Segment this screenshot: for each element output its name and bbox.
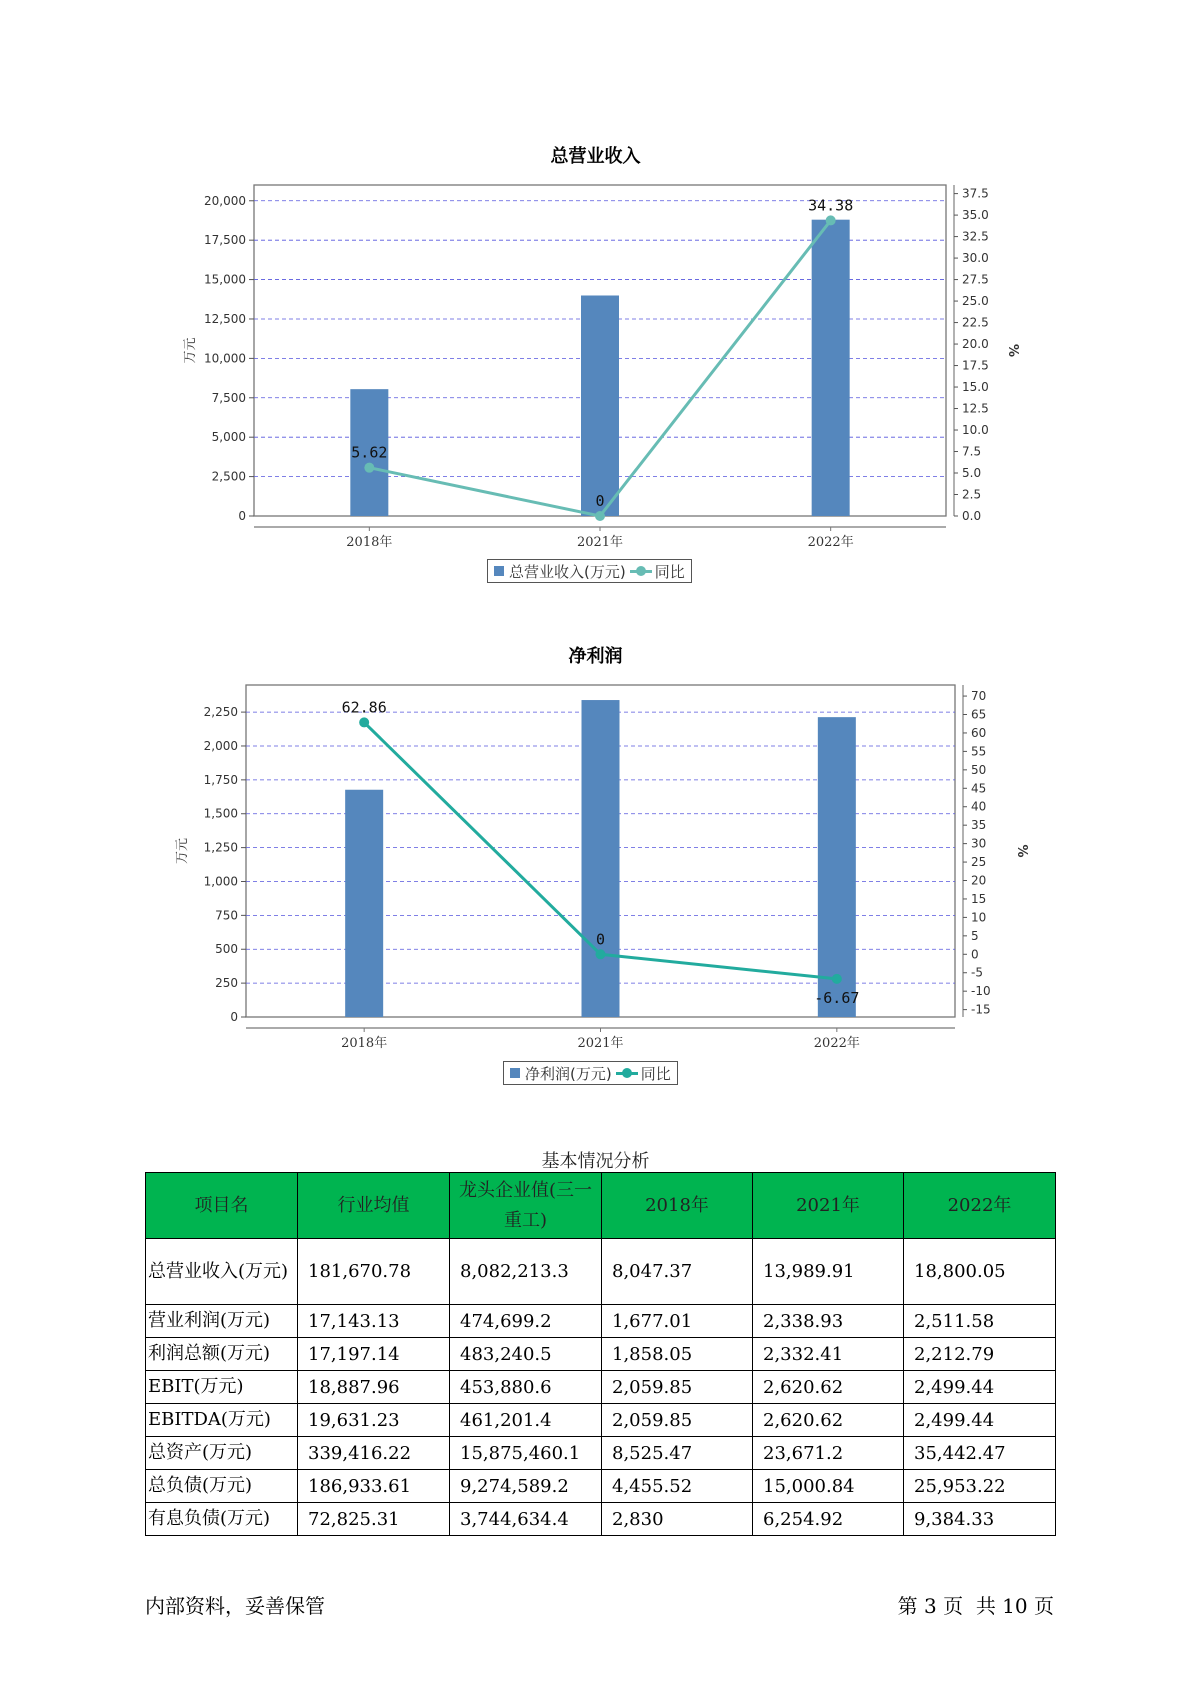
value-cell: 35,442.47 <box>904 1437 1056 1470</box>
row-label-cell: EBITDA(万元) <box>146 1404 298 1437</box>
table-row <box>146 1305 1056 1338</box>
y-tick-label: 2,000 <box>203 738 238 753</box>
value-cell: 2,499.44 <box>904 1371 1056 1404</box>
data-label: 0 <box>595 930 606 949</box>
y-right-tick-label: 12.5 <box>962 401 989 416</box>
table-header-row <box>146 1173 1056 1239</box>
y-right-tick-label: 15 <box>971 891 987 906</box>
data-label: 62.86 <box>341 698 387 717</box>
chart-legend <box>503 1061 678 1085</box>
value-cell: 8,082,213.3 <box>450 1239 602 1305</box>
value-cell: 2,059.85 <box>602 1371 753 1404</box>
y-right-tick-label: 35.0 <box>962 208 989 223</box>
value-cell: 4,455.52 <box>602 1470 753 1503</box>
line-point <box>359 717 369 727</box>
line-legend-label: 同比 <box>654 562 685 581</box>
y-right-tick-label: 32.5 <box>962 229 989 244</box>
y-tick-label: 12,500 <box>204 311 246 326</box>
table-caption: 基本情况分析 <box>541 1151 650 1172</box>
value-cell: 483,240.5 <box>450 1338 602 1371</box>
bar-legend-label: 净利润(万元) <box>525 1064 612 1083</box>
column-header: 2018年 <box>602 1173 753 1239</box>
x-tick-label: 2018年 <box>346 535 393 550</box>
chart-title: 总营业收入 <box>550 146 641 167</box>
table-row <box>146 1338 1056 1371</box>
y-right-tick-label: 25 <box>971 855 987 870</box>
bar <box>818 717 856 1017</box>
line-point <box>596 949 606 959</box>
value-cell: 2,830 <box>602 1503 753 1536</box>
value-cell: 2,212.79 <box>904 1338 1056 1371</box>
y-axis-label: 万元 <box>183 337 198 364</box>
y-tick-label: 250 <box>215 976 238 991</box>
bar <box>345 790 383 1017</box>
value-cell: 18,800.05 <box>904 1239 1056 1305</box>
value-cell: 8,047.37 <box>602 1239 753 1305</box>
y-right-tick-label: 20 <box>971 873 987 888</box>
data-label: 34.38 <box>808 196 854 215</box>
value-cell: 13,989.91 <box>753 1239 904 1305</box>
value-cell: 18,887.96 <box>298 1371 450 1404</box>
value-cell: 461,201.4 <box>450 1404 602 1437</box>
column-header: 2022年 <box>904 1173 1056 1239</box>
y-right-tick-label: -15 <box>971 1002 991 1017</box>
table-row <box>146 1404 1056 1437</box>
value-cell: 72,825.31 <box>298 1503 450 1536</box>
y-right-tick-label: 0 <box>971 947 979 962</box>
x-tick-label: 2018年 <box>341 1036 388 1051</box>
y-tick-label: 1,750 <box>203 772 238 787</box>
line-legend-label: 同比 <box>640 1064 671 1083</box>
y-right-tick-label: 17.5 <box>962 358 989 373</box>
y-right-tick-label: 50 <box>971 762 987 777</box>
y-right-tick-label: 15.0 <box>962 380 989 395</box>
y-right-tick-label: 30.0 <box>962 251 989 266</box>
y-right-tick-label: 55 <box>971 744 987 759</box>
y-tick-label: 0 <box>238 509 246 523</box>
value-cell: 15,000.84 <box>753 1470 904 1503</box>
y-right-tick-label: 0.0 <box>962 509 982 523</box>
row-label-cell: 总营业收入(万元) <box>146 1239 298 1305</box>
y-right-tick-label: 22.5 <box>962 315 989 330</box>
row-label-cell: 总负债(万元) <box>146 1470 298 1503</box>
value-cell: 17,143.13 <box>298 1305 450 1338</box>
y-axis-label: 万元 <box>175 837 190 865</box>
bar-legend-label: 总营业收入(万元) <box>509 562 626 581</box>
x-tick-label: 2021年 <box>576 535 624 550</box>
value-cell: 2,499.44 <box>904 1404 1056 1437</box>
value-cell: 339,416.22 <box>298 1437 450 1470</box>
y-right-tick-label: -10 <box>971 984 991 999</box>
y-right-tick-label: 25.0 <box>962 294 989 309</box>
value-cell: 8,525.47 <box>602 1437 753 1470</box>
table-row <box>146 1371 1056 1404</box>
y-tick-label: 1,000 <box>203 874 238 889</box>
data-label: 0 <box>595 492 605 510</box>
y-right-tick-label: 65 <box>971 707 987 722</box>
value-cell: 2,059.85 <box>602 1404 753 1437</box>
y-tick-label: 1,250 <box>203 840 238 855</box>
table-row <box>146 1437 1056 1470</box>
y-tick-label: 15,000 <box>204 272 246 287</box>
value-cell: 186,933.61 <box>298 1470 450 1503</box>
y-tick-label: 1,500 <box>203 806 238 821</box>
y-tick-label: 5,000 <box>211 430 246 445</box>
value-cell: 1,858.05 <box>602 1338 753 1371</box>
x-tick-label: 2021年 <box>577 1036 624 1051</box>
y-tick-label: 20,000 <box>204 193 246 208</box>
y-right-axis-label: % <box>1005 343 1020 358</box>
value-cell: 3,744,634.4 <box>450 1503 602 1536</box>
y-right-tick-label: 10.0 <box>962 423 989 438</box>
y-right-tick-label: 35 <box>971 818 987 833</box>
basic-analysis-table <box>145 1172 1056 1536</box>
y-tick-label: 500 <box>215 942 238 957</box>
y-tick-label: 2,250 <box>203 705 238 720</box>
y-tick-label: 0 <box>230 1010 238 1024</box>
y-right-tick-label: 30 <box>971 836 987 851</box>
y-right-tick-label: 45 <box>971 781 987 796</box>
y-right-tick-label: 20.0 <box>962 337 989 352</box>
value-cell: 15,875,460.1 <box>450 1437 602 1470</box>
y-right-tick-label: 27.5 <box>962 272 989 287</box>
y-right-tick-label: 60 <box>971 725 987 740</box>
y-tick-label: 10,000 <box>204 351 246 366</box>
row-label-cell: EBIT(万元) <box>146 1371 298 1404</box>
data-label: 5.62 <box>351 443 388 462</box>
value-cell: 453,880.6 <box>450 1371 602 1404</box>
value-cell: 17,197.14 <box>298 1338 450 1371</box>
value-cell: 2,511.58 <box>904 1305 1056 1338</box>
row-label-cell: 营业利润(万元) <box>146 1305 298 1338</box>
value-cell: 25,953.22 <box>904 1470 1056 1503</box>
line-point <box>832 974 842 984</box>
y-tick-label: 7,500 <box>211 390 246 405</box>
y-right-tick-label: 5 <box>971 928 979 943</box>
value-cell: 181,670.78 <box>298 1239 450 1305</box>
value-cell: 19,631.23 <box>298 1404 450 1437</box>
line-legend-swatch <box>616 1068 638 1078</box>
y-right-tick-label: -5 <box>971 965 983 980</box>
value-cell: 9,384.33 <box>904 1503 1056 1536</box>
y-tick-label: 17,500 <box>204 233 246 248</box>
y-right-tick-label: 10 <box>971 910 987 925</box>
row-label-cell: 有息负债(万元) <box>146 1503 298 1536</box>
y-right-tick-label: 70 <box>971 689 987 704</box>
y-tick-label: 750 <box>215 908 238 923</box>
column-header: 项目名 <box>146 1173 298 1239</box>
y-right-tick-label: 5.0 <box>962 466 982 481</box>
value-cell: 2,332.41 <box>753 1338 904 1371</box>
page-number: 第 3 页 共 10 页 <box>897 1594 1054 1618</box>
value-cell: 474,699.2 <box>450 1305 602 1338</box>
y-right-tick-label: 2.5 <box>962 487 982 502</box>
x-tick-label: 2022年 <box>813 1036 860 1051</box>
value-cell: 23,671.2 <box>753 1437 904 1470</box>
footer-left: 内部资料，妥善保管 <box>145 1594 325 1618</box>
bar-legend-swatch <box>510 1068 520 1078</box>
value-cell: 2,620.62 <box>753 1371 904 1404</box>
value-cell: 6,254.92 <box>753 1503 904 1536</box>
column-header: 行业均值 <box>298 1173 450 1239</box>
table-row <box>146 1503 1056 1536</box>
value-cell: 2,620.62 <box>753 1404 904 1437</box>
x-tick-label: 2022年 <box>807 535 854 550</box>
table-row <box>146 1470 1056 1503</box>
chart-title: 净利润 <box>568 646 623 667</box>
row-label-cell: 总资产(万元) <box>146 1437 298 1470</box>
y-right-tick-label: 7.5 <box>962 444 982 459</box>
y-right-axis-label: % <box>1014 844 1029 858</box>
value-cell: 1,677.01 <box>602 1305 753 1338</box>
y-tick-label: 2,500 <box>211 469 246 484</box>
value-cell: 2,338.93 <box>753 1305 904 1338</box>
column-header: 龙头企业值(三一重工) <box>450 1173 602 1239</box>
row-label-cell: 利润总额(万元) <box>146 1338 298 1371</box>
bar <box>582 700 620 1017</box>
y-right-tick-label: 40 <box>971 799 987 814</box>
value-cell: 9,274,589.2 <box>450 1470 602 1503</box>
data-label: -6.67 <box>814 988 860 1007</box>
column-header: 2021年 <box>753 1173 904 1239</box>
y-right-tick-label: 37.5 <box>962 186 989 201</box>
table-row <box>146 1239 1056 1305</box>
